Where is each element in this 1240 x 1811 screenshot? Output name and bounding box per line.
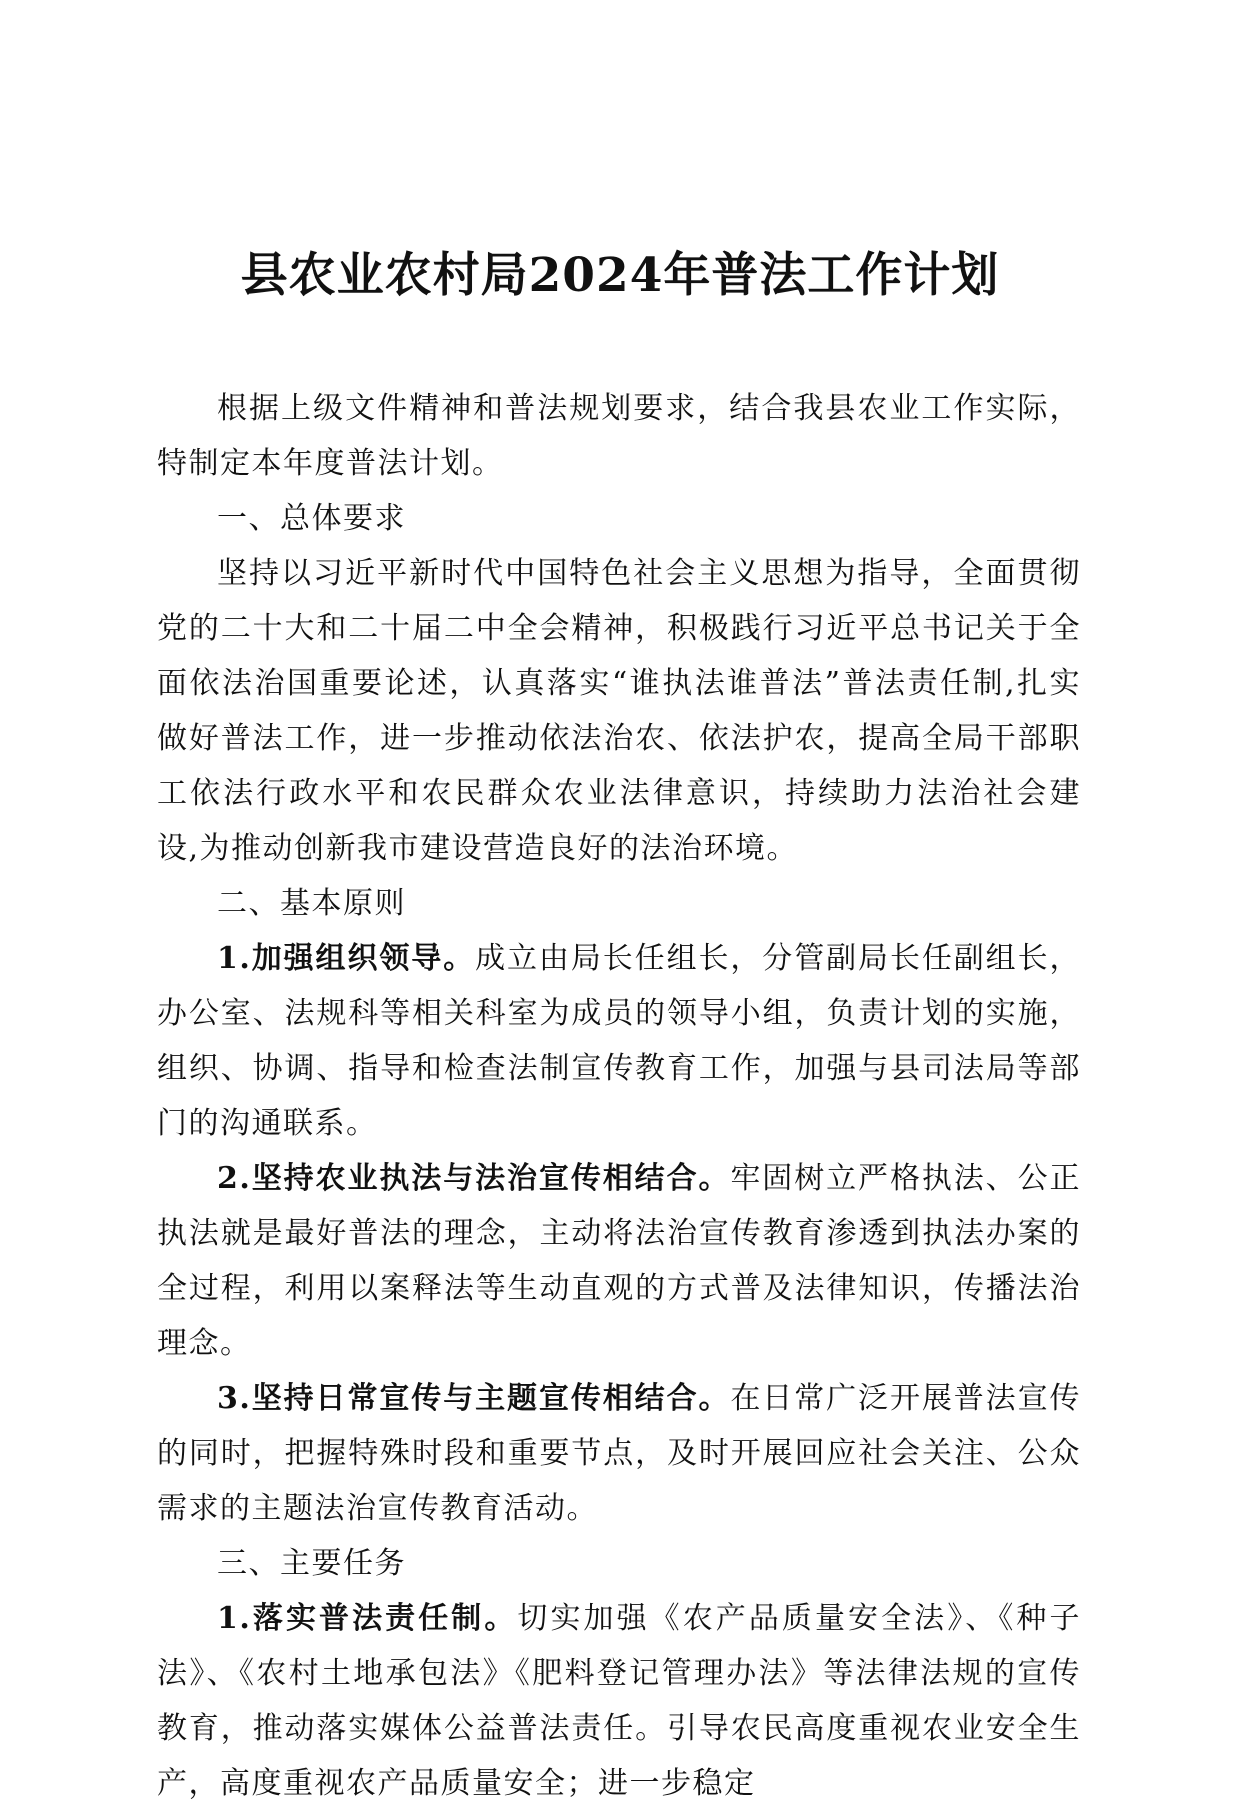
principle-item-lead: 2.坚持农业执法与法治宣传相结合。 xyxy=(217,1161,731,1196)
principle-item xyxy=(157,931,1081,1151)
principle-item-text: 在日常广泛开展普法宣传的同时，把握特殊时段和重要节点，及时开展回应社会关注、公众需求的主题法治宣传教育活动。 xyxy=(157,1381,1081,1526)
task-item-lead: 1.落实普法责任制。 xyxy=(217,1601,518,1636)
principle-item-text: 成立由局长任组长，分管副局长任副组长，办公室、法规科等相关科室为成员的领导小组，负责计划的实施，组织、协调、指导和检查法制宣传教育工作，加强与县司法局等部门的沟通联系。 xyxy=(157,941,1081,1141)
principle-item-lead: 1.加强组织领导。 xyxy=(217,941,476,976)
section-heading-main-tasks: 三、主要任务 xyxy=(217,1546,406,1581)
principle-item xyxy=(157,1371,1081,1536)
document-body xyxy=(157,381,1081,1811)
section-heading-basic-principles: 二、基本原则 xyxy=(217,886,406,921)
intro-paragraph: 根据上级文件精神和普法规划要求，结合我县农业工作实际，特制定本年度普法计划。 xyxy=(157,391,1081,481)
document-title: 县农业农村局2024年普法工作计划 xyxy=(240,248,1000,303)
principle-item-text: 牢固树立严格执法、公正执法就是最好普法的理念，主动将法治宣传教育渗透到执法办案的全过程，利用以案释法等生动直观的方式普及法律知识，传播法治理念。 xyxy=(157,1161,1081,1361)
task-item xyxy=(157,1591,1081,1811)
task-item-text: 切实加强《农产品质量安全法》、《种子法》、《农村土地承包法》《肥料登记管理办法》等法律法规的宣传教育，推动落实媒体公益普法责任。引导农民高度重视农业安全生产，高度重视农产品质量安全；进一步稳定 xyxy=(157,1601,1081,1801)
section-heading-general-requirements: 一、总体要求 xyxy=(217,501,406,536)
general-requirements-paragraph: 坚持以习近平新时代中国特色社会主义思想为指导，全面贯彻党的二十大和二十届二中全会精神，积极践行习近平总书记关于全面依法治国重要论述，认真落实“谁执法谁普法”普法责任制,扎实做好普法工作，进一步推动依法治农、依法护农，提高全局干部职工依法行政水平和农民群众农业法律意识，持续助力法治社会建设,为推动创新我市建设营造良好的法治环境。 xyxy=(157,556,1081,866)
principle-item-lead: 3.坚持日常宣传与主题宣传相结合。 xyxy=(217,1381,731,1416)
principle-item xyxy=(157,1151,1081,1371)
